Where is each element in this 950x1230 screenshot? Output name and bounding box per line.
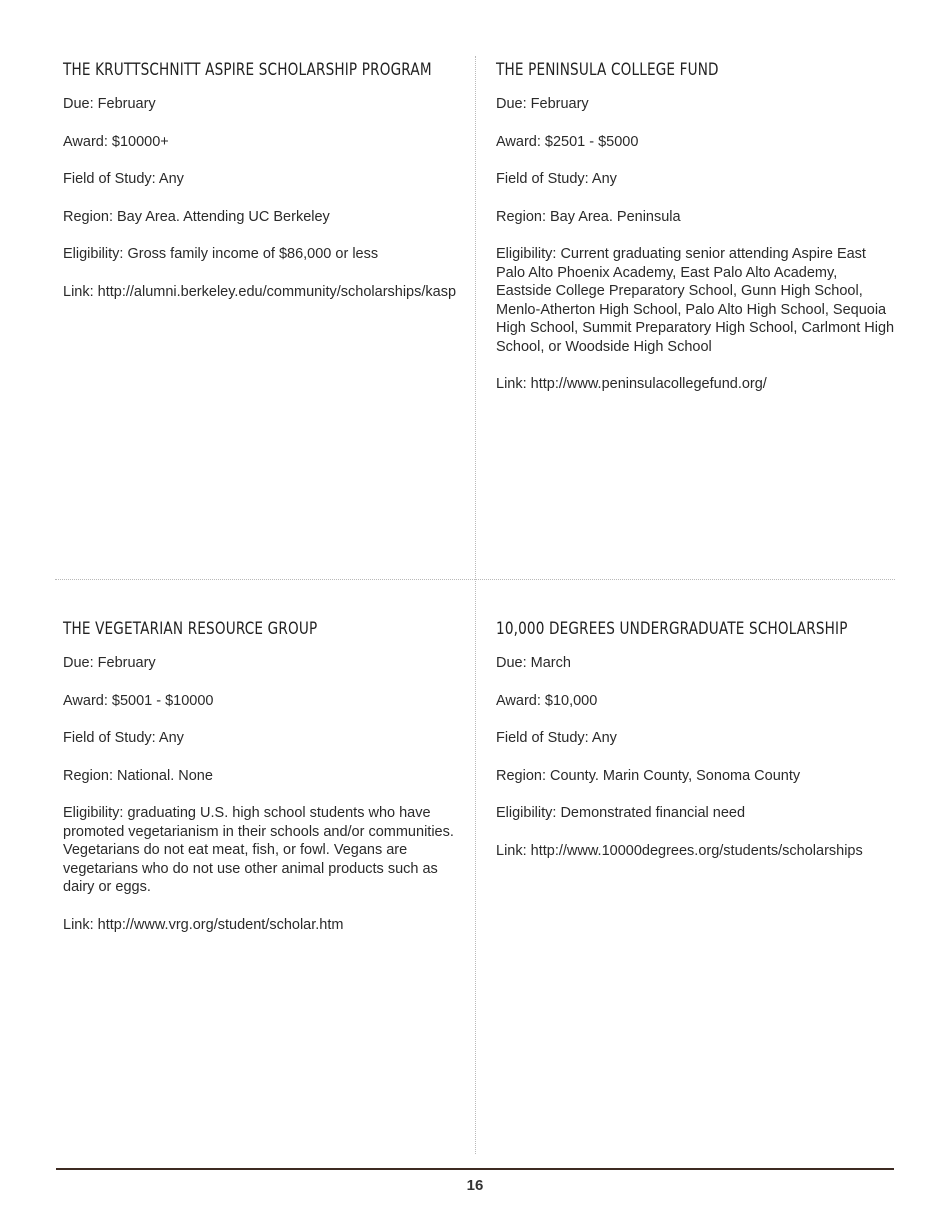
scholarship-title: THE PENINSULA COLLEGE FUND (496, 60, 719, 80)
scholarship-eligibility: Eligibility: graduating U.S. high school students who have promoted vegetarianism in their schools and/or communities. Vegetarians do not eat meat, fish, or fowl. Vegans are vegetarians who do not use other animal products such as dairy or eggs. (63, 805, 454, 895)
scholarship-award: Award: $10,000 (496, 692, 598, 709)
scholarship-eligibility: Eligibility: Gross family income of $86,000 or less (63, 246, 379, 262)
scholarship-link[interactable]: Link: http://www.peninsulacollegefund.org/ (496, 376, 767, 392)
scholarship-eligibility: Eligibility: Current graduating senior attending Aspire East Palo Alto Phoenix Academy, East Palo Alto Academy, Eastside College Preparatory School, Gunn High School, Menlo-Atherton High School, Palo Alto High School, Sequoia High School, Summit Preparatory High School, Carlmont High School, or Woodside High School (496, 246, 895, 355)
scholarship-region: Region: Bay Area. Attending UC Berkeley (63, 208, 330, 225)
scholarship-region: Region: Bay Area. Peninsula (496, 208, 681, 225)
scholarship-title: THE VEGETARIAN RESOURCE GROUP (63, 619, 318, 639)
scholarship-award: Award: $2501 - $5000 (496, 133, 639, 150)
horizontal-divider (55, 579, 895, 580)
scholarship-award: Award: $10000+ (63, 133, 169, 150)
scholarship-link[interactable]: Link: http://alumni.berkeley.edu/community/scholarships/kasp (63, 283, 457, 300)
page-number: 16 (466, 1177, 484, 1194)
scholarship-title: 10,000 DEGREES UNDERGRADUATE SCHOLARSHIP (496, 619, 848, 639)
vertical-divider (475, 56, 476, 1154)
scholarship-eligibility: Eligibility: Demonstrated financial need (496, 805, 746, 821)
scholarship-due: Due: March (496, 655, 571, 671)
scholarship-field: Field of Study: Any (496, 171, 617, 187)
scholarship-kruttschnitt (63, 59, 458, 320)
scholarship-region: Region: County. Marin County, Sonoma County (496, 767, 801, 784)
scholarship-link[interactable]: Link: http://www.10000degrees.org/students/scholarships (496, 842, 863, 859)
scholarship-link[interactable]: Link: http://www.vrg.org/student/scholar.htm (63, 916, 344, 933)
scholarship-10000-degrees (496, 618, 896, 879)
scholarship-due: Due: February (496, 96, 589, 112)
scholarship-due: Due: February (63, 655, 156, 671)
scholarship-vegetarian-resource-group (63, 618, 458, 953)
scholarship-region: Region: National. None (63, 767, 213, 784)
scholarship-due: Due: February (63, 96, 156, 112)
scholarship-title: THE KRUTTSCHNITT ASPIRE SCHOLARSHIP PROGRAM (63, 60, 432, 80)
scholarship-peninsula-college-fund (496, 59, 896, 413)
scholarship-award: Award: $5001 - $10000 (63, 692, 214, 709)
scholarship-field: Field of Study: Any (63, 730, 184, 746)
scholarship-field: Field of Study: Any (63, 171, 184, 187)
scholarship-field: Field of Study: Any (496, 730, 617, 746)
footer-rule (56, 1168, 894, 1170)
